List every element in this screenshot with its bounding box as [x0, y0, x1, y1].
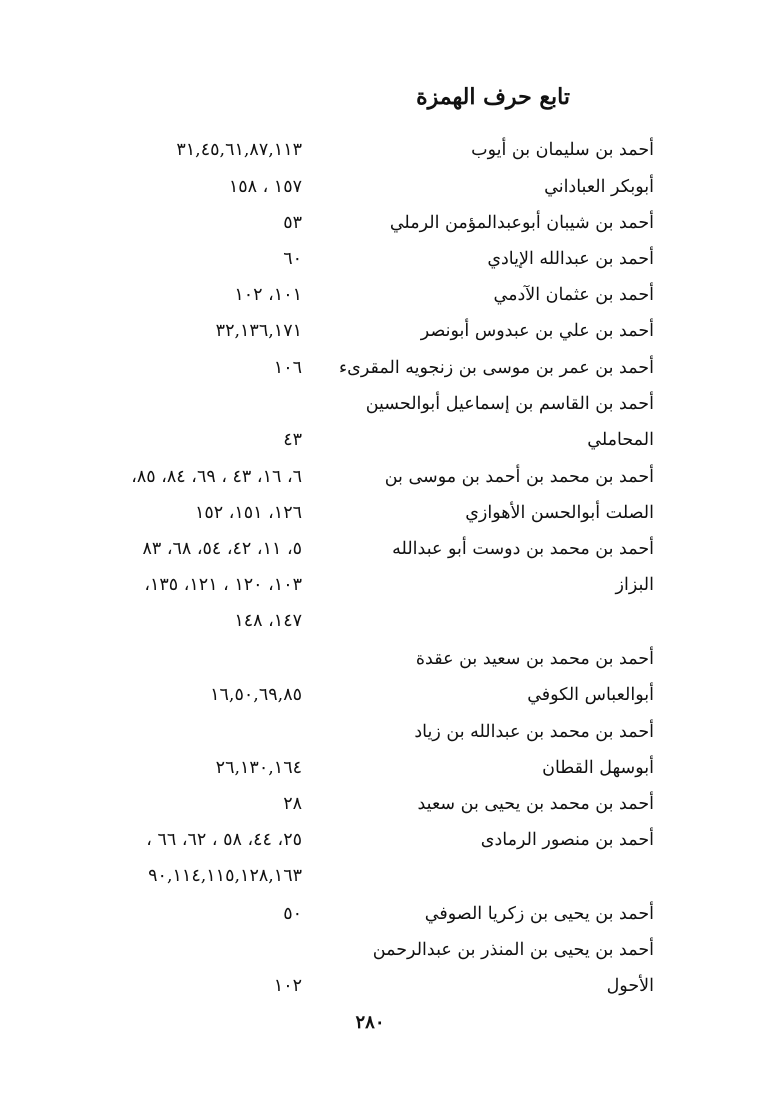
- entry-pages: ٣١,٤٥,٦١,٨٧,١١٣: [176, 140, 302, 160]
- entry-name: أحمد بن شيبان أبوعبدالمؤمن الرملي: [389, 213, 654, 233]
- entry-name: أحمد بن يحيى بن زكريا الصوفي: [424, 904, 654, 924]
- entry-name: أحمد بن محمد بن أحمد بن موسى بن: [384, 467, 654, 487]
- entry-pages: [80, 386, 302, 422]
- entry-name: البزاز: [615, 575, 654, 595]
- entry-pages: ٢٥، ٤٤، ٥٨ ، ٦٢، ٦٦ ،: [146, 830, 302, 850]
- entry-pages: ١٢٦، ١٥١، ١٥٢: [194, 503, 302, 523]
- entry-pages: ٥، ١١، ٤٢، ٥٤، ٦٨، ٨٣: [142, 539, 302, 559]
- entry-name: أحمد بن علي بن عبدوس أبونصر: [420, 321, 654, 341]
- entry-name: المحاملي: [587, 430, 654, 450]
- entry-pages: ٤٣: [283, 430, 302, 450]
- entry-name: أحمد بن محمد بن عبدالله بن زياد: [414, 722, 654, 742]
- entry-pages: ١٤٧، ١٤٨: [234, 611, 302, 631]
- entry-pages: ٥٣: [283, 213, 302, 233]
- entry-name: الصلت أبوالحسن الأهوازي: [465, 503, 654, 523]
- entry-name: أحمد بن منصور الرمادى: [480, 830, 654, 850]
- entry-name: الأحول: [606, 976, 654, 996]
- entry-pages: ٣٢,١٣٦,١٧١: [215, 321, 302, 341]
- page-number: ٢٨٠: [355, 1012, 385, 1033]
- entry-name: أحمد بن محمد بن دوست أبو عبدالله: [392, 539, 654, 559]
- entry-pages: ٩٠,١١٤,١١٥,١٢٨,١٦٣: [148, 866, 302, 886]
- entry-pages: ٦٠: [283, 249, 302, 269]
- entry-name: أحمد بن عثمان الآدمي: [493, 285, 654, 305]
- entry-name: أحمد بن عبدالله الإيادي: [487, 249, 654, 269]
- entry-pages: ١٥٧ ، ١٥٨: [228, 177, 302, 197]
- entry-pages: ٦، ١٦، ٤٣ ، ٦٩، ٨٤، ٨٥،: [131, 467, 302, 487]
- entry-pages: ١٦,٥٠,٦٩,٨٥: [210, 685, 302, 705]
- entry-pages: ١٠٢: [273, 976, 302, 996]
- entry-pages: ١٠٣، ١٢٠ ، ١٢١، ١٣٥،: [144, 575, 302, 595]
- entry-name: أحمد بن عمر بن موسى بن زنجويه المقرىء: [338, 358, 654, 378]
- entry-pages: ٢٨: [283, 794, 302, 814]
- entry-name: أحمد بن سليمان بن أيوب: [471, 140, 654, 160]
- entry-pages: ١٠١، ١٠٢: [234, 285, 302, 305]
- entry-pages: ٥٠: [283, 904, 302, 924]
- entry-name: أبوالعباس الكوفي: [527, 685, 654, 705]
- entry-name: أحمد بن القاسم بن إسماعيل أبوالحسين: [365, 394, 654, 414]
- entry-name: أبوسهل القطان: [542, 758, 654, 778]
- entry-pages: ١٠٦: [273, 358, 302, 378]
- entry-name: أحمد بن يحيى بن المنذر بن عبدالرحمن: [372, 940, 654, 960]
- entry-name: أبوبكر العباداني: [544, 177, 654, 197]
- entry-pages: ٢٦,١٣٠,١٦٤: [215, 758, 302, 778]
- entry-name: أحمد بن محمد بن سعيد بن عقدة: [415, 649, 654, 669]
- entry-name: أحمد بن محمد بن يحيى بن سعيد: [417, 794, 654, 814]
- section-title: تابع حرف الهمزة: [416, 84, 570, 110]
